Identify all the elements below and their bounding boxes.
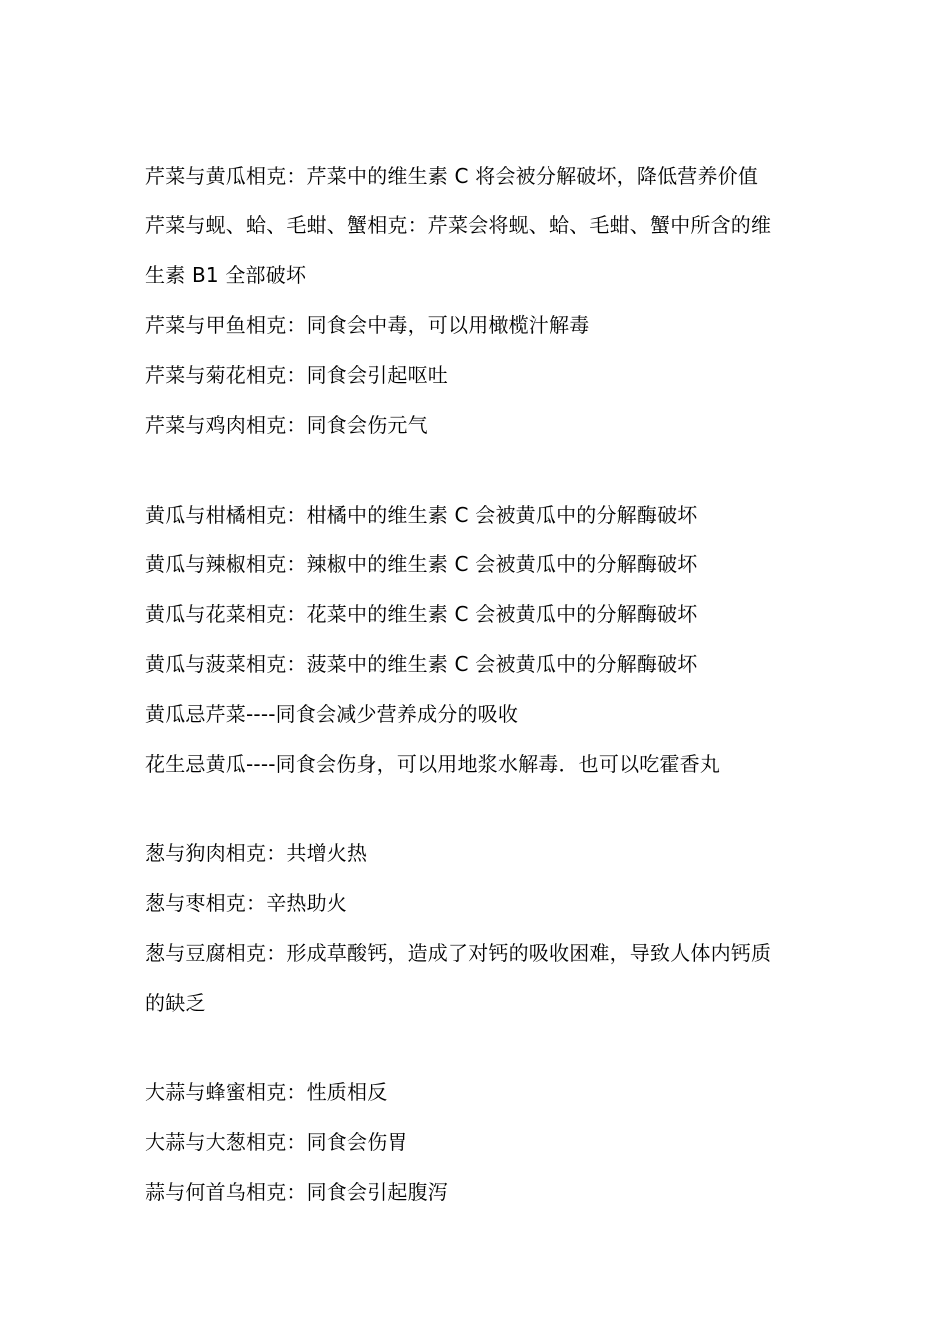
text-line-garlic-leek: 大蒜与大葱相克：同食会伤胃 [145,1130,408,1154]
text-line-scallion-dog-meat: 葱与狗肉相克：共增火热 [145,841,368,865]
text-line-celery-shellfish: 芹菜与蚬、蛤、毛蚶、蟹相克：芹菜会将蚬、蛤、毛蚶、蟹中所含的维 [145,213,772,237]
text-line-scallion-tofu-cont: 的缺乏 [145,991,206,1015]
text-line-celery-shellfish-cont: 生素 B1 全部破坏 [145,263,307,287]
text-line-cucumber-spinach: 黄瓜与菠菜相克：菠菜中的维生素 C 会被黄瓜中的分解酶破坏 [145,652,698,676]
text-line-cucumber-celery: 黄瓜忌芹菜----同食会减少营养成分的吸收 [145,702,519,726]
text-line-celery-cucumber: 芹菜与黄瓜相克：芹菜中的维生素 C 将会被分解破坏，降低营养价值 [145,164,759,188]
text-line-cucumber-pepper: 黄瓜与辣椒相克：辣椒中的维生素 C 会被黄瓜中的分解酶破坏 [145,552,698,576]
text-line-cucumber-cauliflower: 黄瓜与花菜相克：花菜中的维生素 C 会被黄瓜中的分解酶破坏 [145,602,698,626]
text-line-garlic-honey: 大蒜与蜂蜜相克：性质相反 [145,1080,388,1104]
text-line-celery-turtle: 芹菜与甲鱼相克：同食会中毒，可以用橄榄汁解毒 [145,313,590,337]
text-line-peanut-cucumber: 花生忌黄瓜----同食会伤身，可以用地浆水解毒．也可以吃霍香丸 [145,752,721,776]
text-line-celery-chicken: 芹菜与鸡肉相克：同食会伤元气 [145,413,428,437]
text-line-scallion-tofu: 葱与豆腐相克：形成草酸钙，造成了对钙的吸收困难，导致人体内钙质 [145,941,772,965]
text-line-garlic-heshouwu: 蒜与何首乌相克：同食会引起腹泻 [145,1180,448,1204]
text-line-cucumber-citrus: 黄瓜与柑橘相克：柑橘中的维生素 C 会被黄瓜中的分解酶破坏 [145,503,698,527]
text-line-scallion-jujube: 葱与枣相克：辛热助火 [145,891,347,915]
text-line-celery-chrysanthemum: 芹菜与菊花相克：同食会引起呕吐 [145,363,448,387]
